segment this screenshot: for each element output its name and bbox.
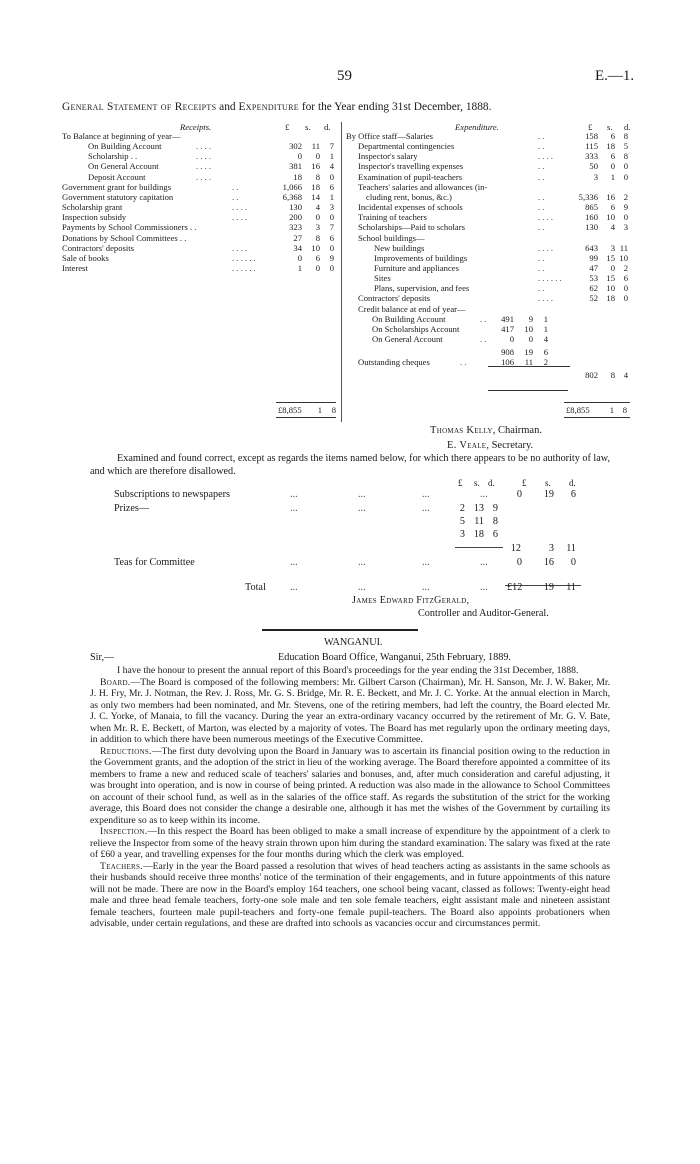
outstanding-pounds: 106 bbox=[501, 357, 514, 368]
audit-item-label: Teas for Committee bbox=[114, 557, 195, 568]
leader-dots: . . . . bbox=[232, 242, 248, 253]
expenditure-pence: 11 bbox=[619, 242, 628, 253]
expenditure-pence: 5 bbox=[623, 141, 628, 152]
expenditure-pence: 3 bbox=[623, 222, 628, 233]
paragraph-text: —The first duty devolving upon the Board in January was to ascertain its financial position owing to the reduction in the Government grants, and the adoption of the strict in lieu of the working average. The Board therefore appointed a committee of its members to frame a new and reduced scale of teachers' salaries and bonuses, and, after much consideration and careful adjusting, it was brought into operation, and is now in course of being printed. A reduction was also made in the allowance to School Committees on account of their school fund, as well as in the salaries of the office staff. As regards the substitution of the strict for the working average, this Board does not consider the change a desirable one, although it has met the wishes of the Government by curtailing its expenditure so as to keep within its income. bbox=[90, 745, 610, 826]
paragraph-lead: Reductions. bbox=[100, 745, 152, 757]
expenditure-pounds: 52 bbox=[589, 293, 598, 304]
expenditure-shillings: 4 bbox=[610, 222, 615, 233]
currency-shillings: s. bbox=[474, 478, 480, 488]
expenditure-pence: 9 bbox=[623, 202, 628, 213]
expenditure-label: Teachers' salaries and allowances (in- bbox=[358, 181, 488, 192]
signatory-role: , Chairman. bbox=[492, 425, 542, 436]
credit-label: On Building Account bbox=[372, 313, 446, 324]
expenditure-label: Credit balance at end of year— bbox=[358, 303, 466, 314]
receipt-pounds: 34 bbox=[293, 242, 302, 253]
expenditure-shillings: 0 bbox=[610, 262, 615, 273]
audit-item-shillings: 19 bbox=[543, 489, 554, 500]
leader-dots: ... bbox=[358, 489, 366, 500]
expenditure-shillings: 18 bbox=[606, 293, 615, 304]
receipt-pence: 1 bbox=[329, 151, 334, 162]
receipt-label: Contractors' deposits bbox=[62, 242, 134, 253]
report-paragraph bbox=[90, 861, 610, 930]
leader-dots: . . . . bbox=[196, 141, 212, 152]
prize-pounds: 5 bbox=[459, 516, 465, 527]
leader-dots: . . . . bbox=[538, 293, 554, 304]
receipt-label: Scholarship . . bbox=[88, 151, 138, 162]
currency-pence: d. bbox=[624, 122, 631, 132]
leader-dots: . . . . . . bbox=[232, 262, 256, 273]
leader-dots: . . bbox=[538, 131, 545, 141]
leader-dots: ... bbox=[290, 582, 298, 593]
currency-pence: d. bbox=[488, 478, 495, 488]
auditor-title: Controller and Auditor-General. bbox=[418, 608, 549, 619]
expenditure-shillings: 6 bbox=[610, 131, 615, 141]
currency-pence: d. bbox=[324, 122, 331, 132]
address-line: Education Board Office, Wanganui, 25th February, 1889. bbox=[278, 652, 511, 663]
audit-item-pounds: 0 bbox=[516, 489, 522, 500]
leader-dots: ... bbox=[480, 557, 488, 568]
prizes-total-pounds: 12 bbox=[510, 543, 521, 554]
expenditure-pounds: 53 bbox=[589, 273, 598, 284]
expenditure-label: Improvements of buildings bbox=[374, 252, 468, 263]
outstanding-shillings: 11 bbox=[524, 357, 533, 368]
prize-pence: 8 bbox=[492, 516, 498, 527]
leader-dots: . . bbox=[538, 161, 545, 172]
receipt-shillings: 10 bbox=[311, 242, 320, 253]
audit-intro: Examined and found correct, except as regards the items named below, for which there appears to be no authority of law, and which are therefore disallowed. bbox=[90, 453, 610, 477]
receipts-total-shillings: 1 bbox=[317, 405, 322, 415]
expenditure-pounds: 99 bbox=[589, 252, 598, 263]
expenditure-shillings: 15 bbox=[606, 273, 615, 284]
expenditure-pounds: 50 bbox=[589, 161, 598, 172]
paragraph-lead: Board. bbox=[100, 676, 131, 688]
leader-dots: . . . . . . bbox=[538, 273, 562, 284]
receipt-label: Government statutory capitation bbox=[62, 191, 174, 202]
expenditure-label: By Office staff—Salaries bbox=[346, 131, 434, 141]
credit-shillings: 0 bbox=[528, 334, 533, 344]
receipt-pounds: 27 bbox=[293, 232, 302, 243]
currency-shillings: s. bbox=[545, 478, 551, 488]
title-part: Expenditure bbox=[238, 101, 299, 113]
expenditure-shillings: 1 bbox=[610, 171, 615, 182]
expenditure-pence: 8 bbox=[623, 151, 628, 162]
receipt-pence: 3 bbox=[329, 202, 334, 213]
credit-pence: 4 bbox=[543, 334, 548, 344]
expenditure-pence: 0 bbox=[623, 161, 628, 172]
leader-dots: . . . . bbox=[196, 151, 212, 162]
leader-dots: ... bbox=[480, 582, 488, 593]
signatory-role: , Secretary. bbox=[486, 440, 534, 451]
paragraph-text: —The Board is composed of the following members: Mr. Gilbert Carson (Chairman), Mr. H. Sanson, Mr. J. W. Baker, Mr. J. H. Fry, Mr. J. Notman, the Rev. J. Ross, Mr. G. S. Bridge, Mr. R. E. Beckett, and Mr. J. C. Yorke. At the annual election in March, as only two members had been nominated, and Mr. Stevens, one of the retiring members, had left the country, the Board elected Mr. J. C. Yorke, of Manaia, to fill the vacancy. During the year an extra-ordinary vacancy occurred by the retirement of Mr. G. V. Bate, when Mr. R. E. Beckett, of Marton, was elected by a majority of votes. The Board has met regularly upon the ordinary meeting days, in addition to which there have been numerous meetings of the Executive Committee. bbox=[90, 676, 610, 745]
auditor-name: James Edward FitzGerald, bbox=[352, 595, 470, 606]
prizes-total-rule bbox=[455, 547, 503, 548]
receipt-label: Donations by School Committees . . bbox=[62, 232, 187, 243]
page-number: 59 bbox=[337, 68, 352, 84]
expenditure-total-shillings: 1 bbox=[609, 405, 614, 415]
expenditure-label: Examination of pupil-teachers bbox=[358, 171, 463, 182]
receipt-shillings: 18 bbox=[311, 181, 320, 192]
expenditure-pence: 10 bbox=[619, 252, 628, 263]
leader-dots: . . bbox=[232, 191, 239, 202]
expenditure-label: Departmental contingencies bbox=[358, 141, 455, 152]
leader-dots: . . bbox=[480, 313, 487, 324]
credit-shillings: 9 bbox=[528, 313, 533, 324]
credit-net-pounds: 802 bbox=[585, 370, 598, 381]
outstanding-label: Outstanding cheques bbox=[358, 357, 430, 368]
leader-dots: . . bbox=[480, 334, 487, 344]
report-paragraph bbox=[90, 826, 610, 861]
credit-pounds: 491 bbox=[501, 313, 514, 324]
expenditure-pounds: 5,336 bbox=[578, 191, 598, 202]
receipt-shillings: 11 bbox=[311, 141, 320, 152]
expenditure-pounds: 130 bbox=[585, 222, 598, 233]
expenditure-shillings: 6 bbox=[610, 151, 615, 162]
leader-dots: ... bbox=[358, 557, 366, 568]
receipt-label: Scholarship grant bbox=[62, 202, 123, 213]
leader-dots: . . bbox=[232, 181, 239, 192]
leader-dots: ... bbox=[422, 489, 430, 500]
leader-dots: . . . . bbox=[196, 171, 212, 182]
receipt-pence: 6 bbox=[329, 181, 334, 192]
receipt-pounds: 6,368 bbox=[282, 191, 302, 202]
credit-pounds: 0 bbox=[509, 334, 514, 344]
receipt-pounds: 0 bbox=[297, 151, 302, 162]
leader-dots: . . . . bbox=[196, 161, 212, 172]
leader-dots: ... bbox=[358, 582, 366, 593]
section-divider bbox=[262, 629, 418, 631]
prizes-total-shillings: 3 bbox=[548, 543, 554, 554]
currency-pence: d. bbox=[569, 478, 576, 488]
expenditure-total-pounds: £8,855 bbox=[566, 405, 590, 415]
receipt-pence: 0 bbox=[329, 212, 334, 223]
paragraph-text: —Early in the year the Board passed a resolution that wives of head teachers acting as assistants in the same schools as their husbands should receive three months' notice of the termination of their engagements, and in future appointments of this nature will not be made. There are now in the Board's employ 164 teachers, one school being vacant, classed as follows: Twenty-eight head male and three head female teachers, forty-one sole male and ten sole female teachers, eight assistant male and nineteen assistant female teachers, fourteen male pupil-teachers and forty-one female pupil-teachers. The Board also appoints probationers when advisable, under certain regulations, and these are drafted into schools as vacancies occur and circumstances permit. bbox=[90, 860, 610, 929]
leader-dots: ... bbox=[480, 489, 488, 500]
expenditure-label: cluding rent, bonus, &c.) bbox=[366, 191, 452, 202]
expenditure-shillings: 6 bbox=[610, 202, 615, 213]
expenditure-shillings: 10 bbox=[606, 212, 615, 223]
expenditure-shillings: 18 bbox=[606, 141, 615, 152]
receipt-pence: 9 bbox=[329, 252, 334, 263]
receipt-label: Inspection subsidy bbox=[62, 212, 127, 223]
receipt-pence: 7 bbox=[329, 222, 334, 233]
credit-subtotal-pence: 6 bbox=[543, 347, 548, 358]
expenditure-pounds: 865 bbox=[585, 202, 598, 213]
expenditure-shillings: 3 bbox=[610, 242, 615, 253]
receipt-pounds: 381 bbox=[289, 161, 302, 172]
paragraph-text: I have the honour to present the annual report of this Board's proceedings for the year ending the 31st December, 1888. bbox=[117, 665, 579, 676]
signatory-name: Thomas Kelly bbox=[430, 425, 493, 436]
leader-dots: . . bbox=[538, 171, 545, 182]
document-reference: E.—1. bbox=[595, 68, 635, 84]
expenditure-pence: 2 bbox=[623, 262, 628, 273]
leader-dots: ... bbox=[358, 503, 366, 514]
leader-dots: . . bbox=[538, 262, 545, 273]
currency-pounds: £ bbox=[458, 478, 463, 488]
expenditure-pounds: 160 bbox=[585, 212, 598, 223]
expenditure-pounds: 3 bbox=[593, 171, 598, 182]
expenditure-label: Inspector's salary bbox=[358, 151, 418, 162]
leader-dots: . . bbox=[538, 202, 545, 213]
credit-pence: 1 bbox=[543, 313, 548, 324]
report-paragraph bbox=[90, 746, 610, 827]
expenditure-label: Inspector's travelling expenses bbox=[358, 161, 464, 172]
receipt-label: Sale of books bbox=[62, 252, 109, 263]
receipt-shillings: 4 bbox=[315, 202, 320, 213]
expenditure-label: Plans, supervision, and fees bbox=[374, 283, 470, 294]
receipt-label: Deposit Account bbox=[88, 171, 146, 182]
credit-pence: 1 bbox=[543, 323, 548, 334]
expenditure-pounds: 62 bbox=[589, 283, 598, 294]
receipt-pounds: 302 bbox=[289, 141, 302, 152]
expenditure-pounds: 158 bbox=[585, 131, 598, 141]
expenditure-label: Training of teachers bbox=[358, 212, 427, 223]
title-part: General Statement bbox=[62, 101, 158, 113]
credit-label: On General Account bbox=[372, 334, 443, 344]
receipt-label: Interest bbox=[62, 262, 88, 273]
credit-pounds: 417 bbox=[501, 323, 514, 334]
credit-label: On Scholarships Account bbox=[372, 323, 460, 334]
expenditure-pence: 0 bbox=[623, 171, 628, 182]
receipt-pence: 0 bbox=[329, 262, 334, 273]
receipts-total-pence: 8 bbox=[331, 405, 336, 415]
leader-dots: . . bbox=[538, 191, 545, 202]
receipt-pence: 6 bbox=[329, 232, 334, 243]
leader-dots: . . . . bbox=[538, 212, 554, 223]
receipt-shillings: 8 bbox=[315, 171, 320, 182]
leader-dots: . . bbox=[460, 357, 467, 368]
currency-shillings: s. bbox=[607, 122, 613, 132]
audit-item-pence: 6 bbox=[570, 489, 576, 500]
expenditure-pence: 0 bbox=[623, 283, 628, 294]
receipt-pounds: 130 bbox=[289, 202, 302, 213]
currency-pounds: £ bbox=[522, 478, 527, 488]
audit-total-pounds: £12 bbox=[507, 582, 523, 593]
salutation: Sir,— bbox=[90, 652, 115, 663]
expenditure-label: New buildings bbox=[374, 242, 425, 253]
title-part: and bbox=[216, 101, 239, 113]
leader-dots: . . . . bbox=[538, 242, 554, 253]
expenditure-pounds: 333 bbox=[585, 151, 598, 162]
receipt-pounds: 1 bbox=[297, 262, 302, 273]
credit-net-pence: 4 bbox=[623, 370, 628, 381]
leader-dots: . . . . bbox=[538, 151, 554, 162]
prizes-total-pence: 11 bbox=[566, 543, 576, 554]
expenditure-pence: 8 bbox=[623, 131, 628, 141]
prize-shillings: 18 bbox=[473, 529, 484, 540]
audit-total-shillings: 19 bbox=[543, 582, 554, 593]
prize-pounds: 2 bbox=[459, 503, 465, 514]
receipt-pounds: 323 bbox=[289, 222, 302, 233]
expenditure-pounds: 47 bbox=[589, 262, 598, 273]
expenditure-pounds: 643 bbox=[585, 242, 598, 253]
receipt-label: Payments by School Commissioners . . bbox=[62, 222, 197, 233]
leader-dots: ... bbox=[290, 503, 298, 514]
expenditure-shillings: 16 bbox=[606, 191, 615, 202]
receipt-pounds: 0 bbox=[297, 252, 302, 263]
receipt-pence: 0 bbox=[329, 242, 334, 253]
currency-pounds: £ bbox=[588, 122, 593, 132]
prize-pence: 6 bbox=[492, 529, 498, 540]
leader-dots: . . bbox=[538, 141, 545, 152]
leader-dots: ... bbox=[422, 557, 430, 568]
receipt-label: On Building Account bbox=[88, 141, 162, 152]
currency-shillings: s. bbox=[305, 122, 311, 132]
credit-subtotal-pounds: 908 bbox=[501, 347, 514, 358]
receipt-shillings: 16 bbox=[311, 161, 320, 172]
receipts-total-pounds: £8,855 bbox=[278, 405, 302, 415]
paragraph-lead: Teachers. bbox=[100, 860, 143, 872]
expenditure-label: Sites bbox=[374, 273, 391, 284]
leader-dots: ... bbox=[290, 489, 298, 500]
audit-total-label: Total bbox=[245, 582, 266, 593]
audit-item-pounds: 0 bbox=[516, 557, 522, 568]
audit-item-shillings: 16 bbox=[543, 557, 554, 568]
audit-item-label: Prizes— bbox=[114, 503, 150, 514]
audit-item-pence: 0 bbox=[570, 557, 576, 568]
receipt-pounds: 1,066 bbox=[282, 181, 302, 192]
paragraph-text: —In this respect the Board has been obliged to make a small increase of expenditure by the appointment of a clerk to relieve the Inspector from some of the heavy strain thrown upon him during the standard examination. The salary was fixed at the rate of £60 a year, and travelling expenses for the four months during which the clerk was employed. bbox=[90, 826, 610, 860]
currency-pounds: £ bbox=[285, 122, 290, 132]
receipt-label: To Balance at beginning of year— bbox=[62, 131, 181, 141]
title-part: for the Year ending 31st December, 1888. bbox=[298, 101, 492, 113]
receipt-label: Government grant for buildings bbox=[62, 181, 172, 192]
prize-pounds: 3 bbox=[459, 529, 465, 540]
audit-item-label: Subscriptions to newspapers bbox=[114, 489, 231, 500]
leader-dots: . . bbox=[538, 222, 545, 233]
credit-subtotal-shillings: 19 bbox=[524, 347, 533, 358]
prize-pence: 9 bbox=[492, 503, 498, 514]
leader-dots: . . bbox=[538, 252, 545, 263]
receipt-shillings: 6 bbox=[315, 252, 320, 263]
title-part: of Receipts bbox=[157, 101, 217, 113]
report-body bbox=[90, 665, 610, 930]
receipt-shillings: 8 bbox=[315, 232, 320, 243]
expenditure-label: Scholarships—Paid to scholars bbox=[358, 222, 465, 233]
paragraph-lead: Inspection. bbox=[100, 826, 148, 837]
receipt-label: On General Account bbox=[88, 161, 159, 172]
receipt-pounds: 200 bbox=[289, 212, 302, 223]
expenditure-label: Incidental expenses of schools bbox=[358, 202, 463, 213]
expenditure-total-pence: 8 bbox=[622, 405, 627, 415]
receipt-shillings: 0 bbox=[315, 212, 320, 223]
receipt-shillings: 14 bbox=[311, 191, 320, 202]
receipt-shillings: 0 bbox=[315, 151, 320, 162]
expenditure-pence: 0 bbox=[623, 212, 628, 223]
expenditure-pence: 2 bbox=[623, 191, 628, 202]
leader-dots: ... bbox=[422, 582, 430, 593]
expenditure-shillings: 0 bbox=[610, 161, 615, 172]
district-heading: WANGANUI. bbox=[324, 637, 383, 648]
receipt-shillings: 3 bbox=[315, 222, 320, 233]
expenditure-label: Contractors' deposits bbox=[358, 293, 430, 304]
prize-shillings: 11 bbox=[474, 516, 484, 527]
leader-dots: . . bbox=[538, 283, 545, 294]
receipts-heading: Receipts. bbox=[180, 122, 212, 132]
expenditure-pence: 0 bbox=[623, 293, 628, 304]
report-paragraph bbox=[90, 677, 610, 746]
leader-dots: ... bbox=[290, 557, 298, 568]
signatory-name: E. Veale bbox=[447, 440, 487, 451]
expenditure-pence: 6 bbox=[623, 273, 628, 284]
expenditure-pounds: 115 bbox=[585, 141, 598, 152]
audit-total-pence: 11 bbox=[566, 582, 576, 593]
receipt-shillings: 0 bbox=[315, 262, 320, 273]
prize-shillings: 13 bbox=[473, 503, 484, 514]
credit-shillings: 10 bbox=[524, 323, 533, 334]
leader-dots: . . . . bbox=[232, 202, 248, 213]
leader-dots: ... bbox=[422, 503, 430, 514]
expenditure-label: School buildings— bbox=[358, 232, 425, 243]
receipt-pence: 7 bbox=[329, 141, 334, 152]
leader-dots: . . . . bbox=[232, 212, 248, 223]
receipt-pence: 0 bbox=[329, 171, 334, 182]
expenditure-heading: Expenditure. bbox=[455, 122, 499, 132]
expenditure-label: Furniture and appliances bbox=[374, 262, 459, 273]
receipt-pence: 1 bbox=[329, 191, 334, 202]
receipt-pounds: 18 bbox=[293, 171, 302, 182]
expenditure-shillings: 15 bbox=[606, 252, 615, 263]
credit-net-shillings: 8 bbox=[610, 370, 615, 381]
outstanding-pence: 2 bbox=[543, 357, 548, 368]
leader-dots: . . . . . . bbox=[232, 252, 256, 263]
report-paragraph bbox=[90, 665, 610, 677]
receipt-pence: 4 bbox=[329, 161, 334, 172]
expenditure-shillings: 10 bbox=[606, 283, 615, 294]
